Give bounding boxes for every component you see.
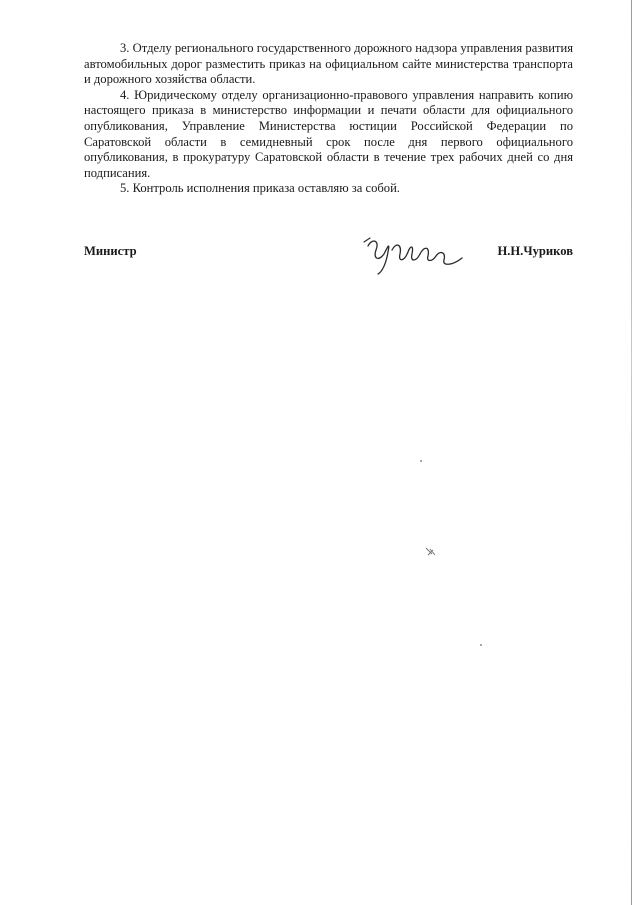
signer-title: Министр bbox=[84, 244, 137, 258]
signature-block bbox=[84, 242, 573, 266]
paragraph-5: 5. Контроль исполнения приказа оставляю за собой. bbox=[120, 181, 400, 196]
document-body bbox=[84, 41, 573, 197]
scan-speck bbox=[480, 644, 482, 646]
scan-speck bbox=[420, 460, 422, 462]
paragraph-3: 3. Отделу регионального государственного дорожного надзора управления развития автомобильных дорог разместить приказ на официальном сайте министерства транспорта и дорожного хозяйства области. bbox=[84, 41, 573, 87]
paragraph-4: 4. Юридическому отделу организационно-правового управления направить копию настоящего приказа в министерство информации и печати области для официального опубликования, Управление Министерства юстиции Российской Федерации по Саратовской области в семидневный срок после дня первого официального опубликования, в прокуратуру Саратовской области в течение трех рабочих дней со дня подписания. bbox=[84, 87, 573, 180]
signer-name: Н.Н.Чуриков bbox=[497, 244, 573, 258]
handwritten-signature bbox=[360, 232, 470, 276]
scan-mark bbox=[424, 546, 438, 558]
scan-edge bbox=[631, 0, 632, 905]
